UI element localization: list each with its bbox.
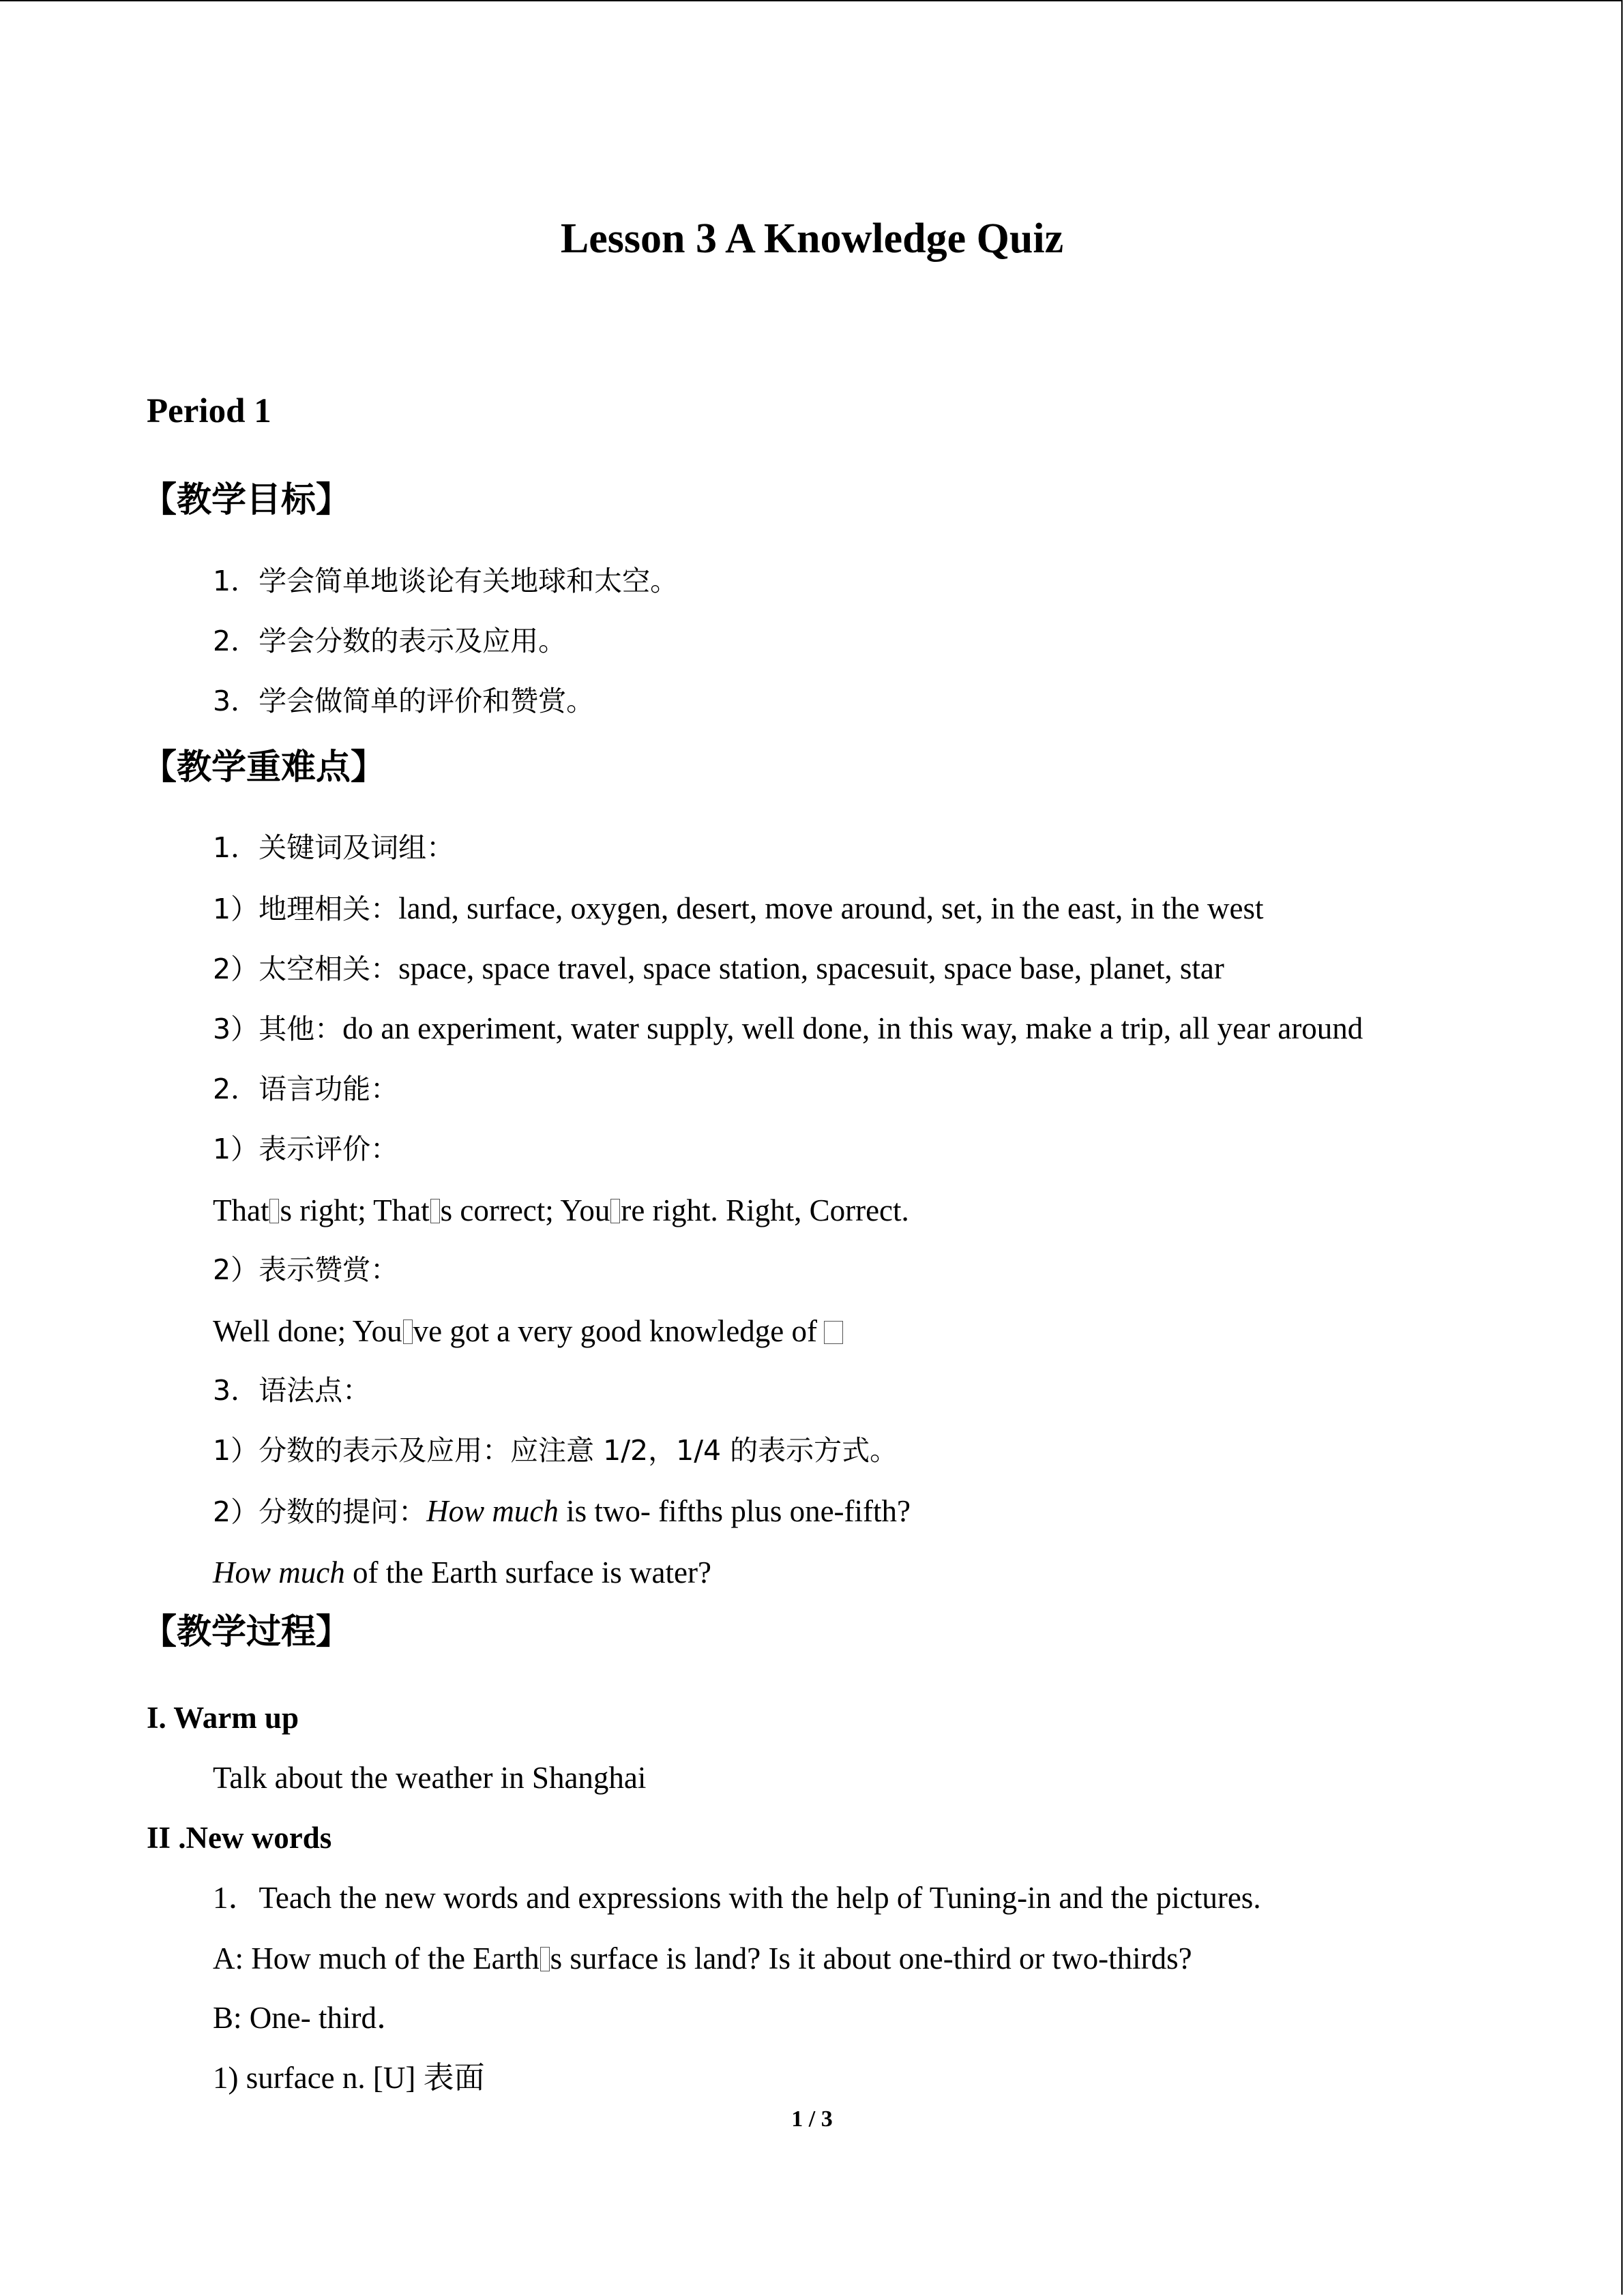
grammar-heading: 3．语法点：: [213, 1374, 371, 1407]
grammar-point-text: 应注意 1/2，1/4 的表示方式。: [510, 1434, 898, 1467]
objective-item: 3．学会做简单的评价和赞赏。: [213, 685, 595, 717]
evaluation-text: s correct; You: [440, 1193, 610, 1227]
grammar-question-italic: How much: [213, 1555, 345, 1590]
missing-glyph-box: [610, 1199, 620, 1223]
evaluation-text: That: [213, 1193, 269, 1227]
praise-text: Well done; You: [213, 1314, 402, 1348]
evaluation-text: re right. Right, Correct.: [621, 1193, 909, 1227]
space-vocab-line: [213, 948, 1224, 989]
evaluation-phrases: [213, 1190, 909, 1231]
evaluation-text: s right; That: [280, 1193, 430, 1227]
geo-vocab-text: land, surface, oxygen, desert, move around, set, in the east, in the west: [398, 891, 1264, 925]
dialog-line-a: [213, 1938, 1192, 1979]
other-vocab-text: do an experiment, water supply, well done, in this way, make a trip, all year around: [342, 1011, 1363, 1045]
new-words-heading: II .New words: [147, 1821, 332, 1855]
praise-label: 2）表示赞赏：: [213, 1253, 399, 1286]
grammar-question-text: of the Earth surface is water?: [344, 1555, 711, 1590]
objective-item: 2．学会分数的表示及应用。: [213, 625, 567, 657]
missing-glyph-box: [540, 1947, 550, 1971]
period-heading: Period 1: [147, 392, 271, 430]
dialog-line-b: B: One- third．: [213, 2001, 407, 2035]
praise-text: ve got a very good knowledge of: [413, 1314, 817, 1348]
function-heading: 2．语言功能：: [213, 1073, 399, 1105]
new-words-step: 1．Teach the new words and expressions with the help of Tuning-in and the pictures.: [213, 1881, 1261, 1915]
grammar-question-text: is two- fifths plus one-fifth?: [558, 1494, 911, 1528]
dialog-text: A: How much of the Earth: [213, 1941, 540, 1976]
section-heading-process: 【教学过程】: [142, 1612, 351, 1652]
grammar-question-line: [213, 1552, 711, 1593]
missing-glyph-box: [269, 1199, 279, 1223]
geo-vocab-line: [213, 888, 1263, 929]
warmup-text: Talk about the weather in Shanghai: [213, 1761, 647, 1795]
praise-phrases: [213, 1311, 843, 1352]
section-heading-key-points: 【教学重难点】: [142, 747, 386, 788]
space-vocab-text: space, space travel, space station, spacesuit, space base, planet, star: [398, 951, 1224, 985]
grammar-question-line: [213, 1491, 911, 1532]
grammar-question-label: 2）分数的提问：: [213, 1495, 427, 1528]
grammar-point-line: [213, 1430, 898, 1471]
missing-glyph-box: [403, 1320, 413, 1344]
space-vocab-label: 2）太空相关：: [213, 953, 399, 985]
missing-glyph-box: [430, 1199, 440, 1223]
evaluation-label: 1）表示评价：: [213, 1133, 399, 1165]
dialog-text: s surface is land? Is it about one-third or two-thirds?: [550, 1941, 1192, 1976]
objective-item: 1．学会简单地谈论有关地球和太空。: [213, 565, 679, 597]
geo-vocab-label: 1）地理相关：: [213, 893, 399, 925]
vocab-definition: 1) surface n. [U] 表面: [213, 2061, 485, 2095]
grammar-point-label: 1）分数的表示及应用：: [213, 1434, 511, 1467]
warmup-heading: I. Warm up: [147, 1701, 299, 1735]
section-heading-objectives: 【教学目标】: [142, 480, 351, 520]
vocab-heading: 1．关键词及词组：: [213, 831, 455, 864]
document-title: Lesson 3 A Knowledge Quiz: [560, 215, 1064, 262]
grammar-question-italic: How much: [426, 1494, 559, 1528]
missing-glyph-box: [824, 1321, 843, 1344]
other-vocab-line: [213, 1008, 1363, 1049]
page-number: 1 / 3: [791, 2106, 833, 2132]
other-vocab-label: 3）其他：: [213, 1013, 343, 1045]
